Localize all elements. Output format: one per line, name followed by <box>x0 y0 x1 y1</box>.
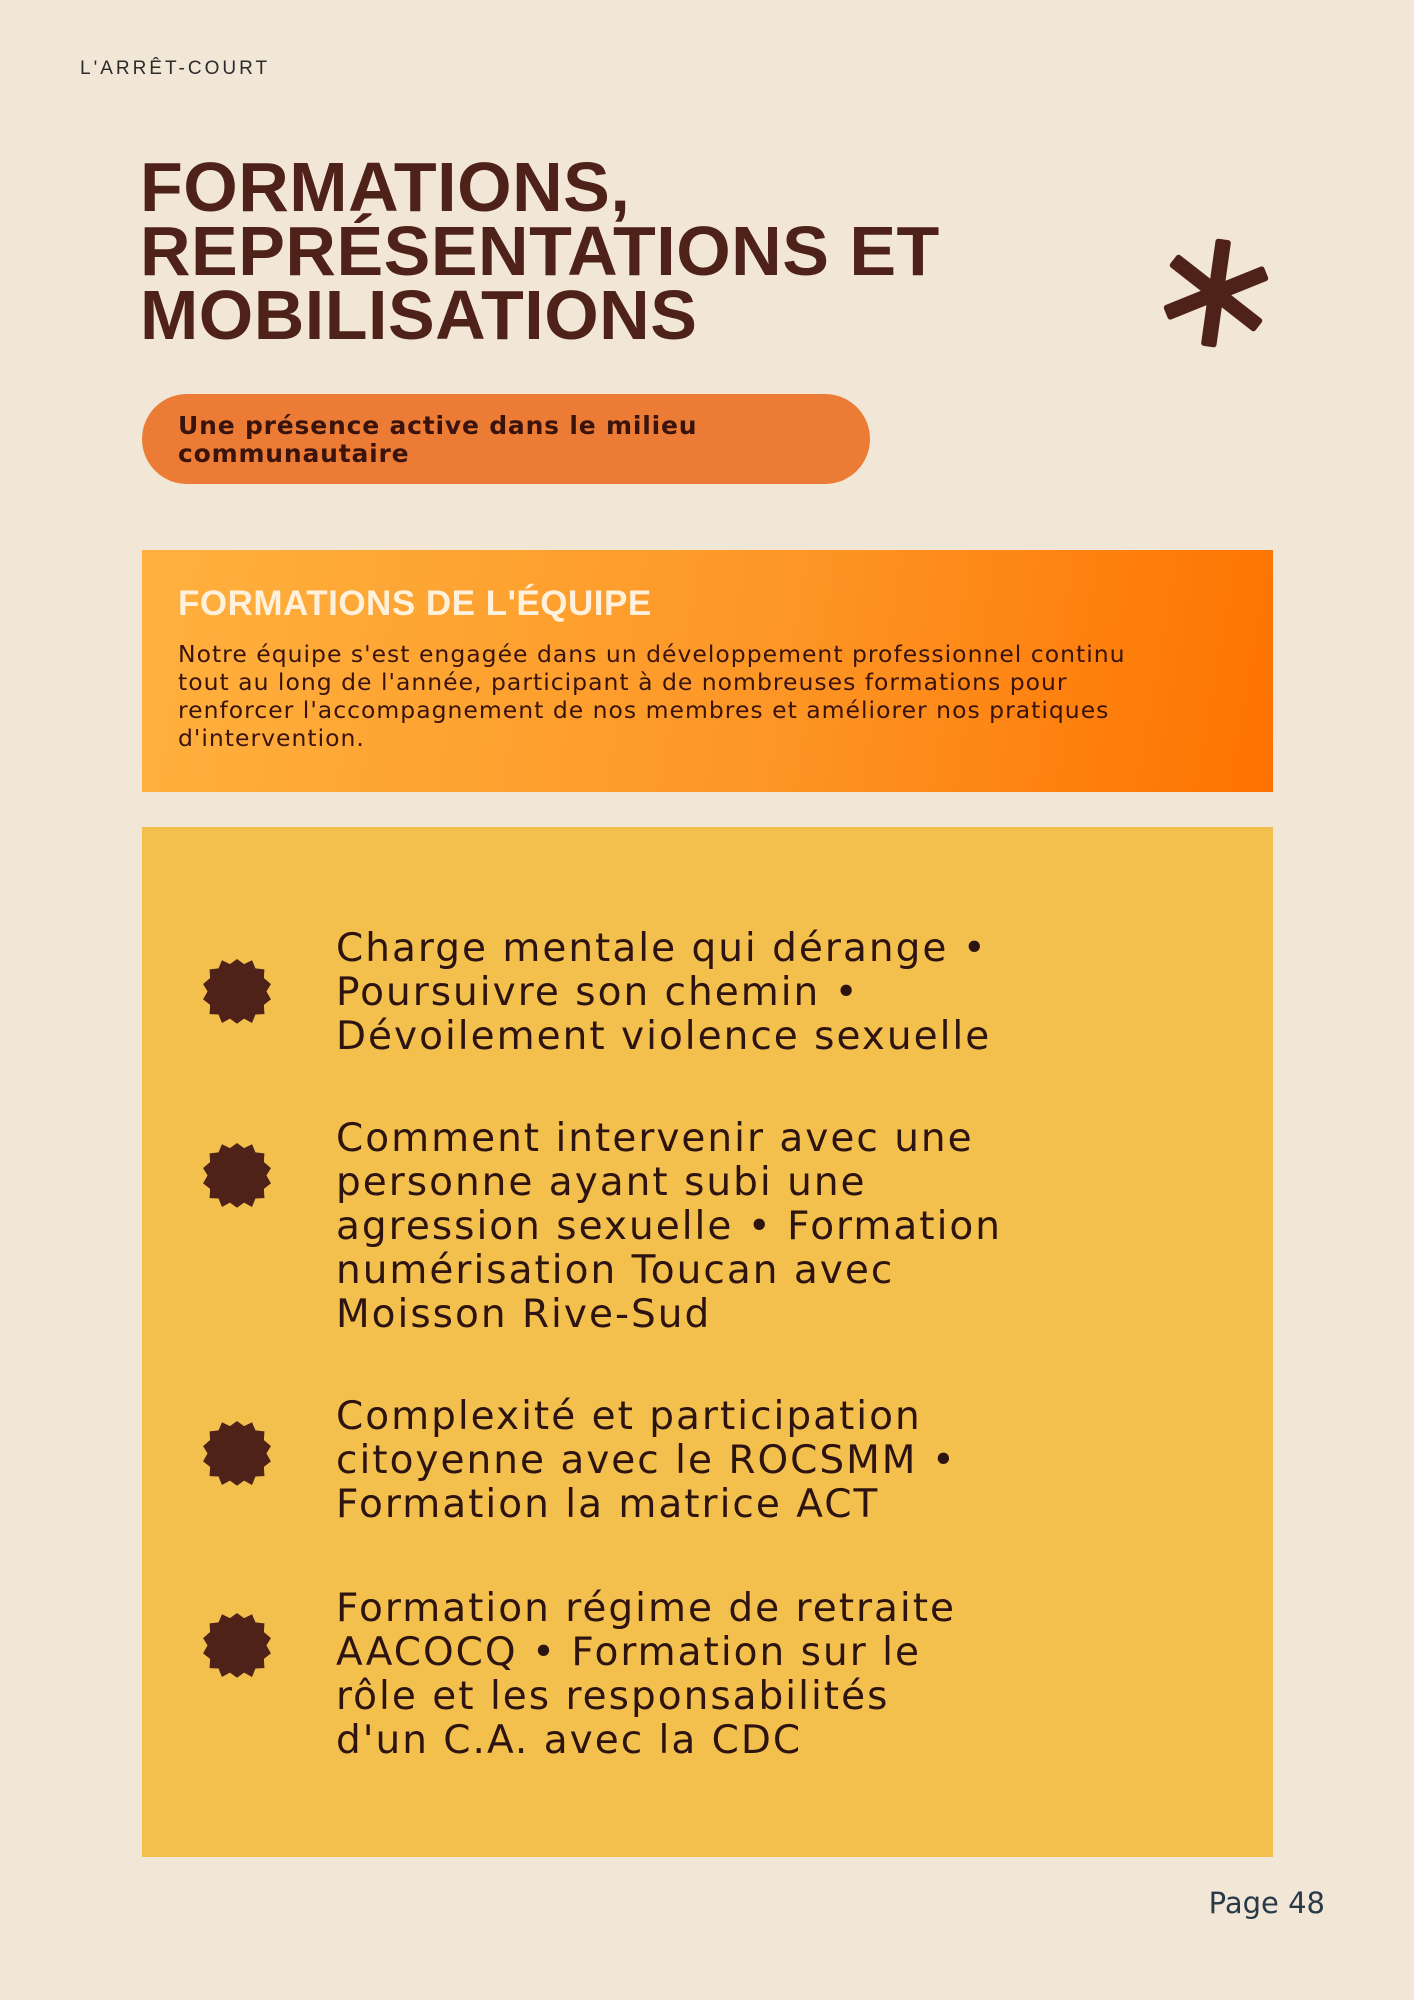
formations-description-line: tout au long de l'année, participant à de nombreuses formations pour <box>178 668 1068 696</box>
list-item-line: Formation régime de retraite <box>336 1586 957 1631</box>
subtitle-line: communautaire <box>178 439 410 468</box>
list-item-line: Comment intervenir avec une <box>336 1116 974 1161</box>
list-item-text <box>336 927 1216 1059</box>
list-item-line: Moisson Rive-Sud <box>336 1292 712 1337</box>
list-item-line: AACOCQ • Formation sur le <box>336 1630 921 1675</box>
page-title-line: FORMATIONS, <box>140 148 631 226</box>
flower-icon <box>197 1413 277 1493</box>
list-item-line: agression sexuelle • Formation <box>336 1204 1003 1249</box>
list-item-line: d'un C.A. avec la CDC <box>336 1718 803 1763</box>
list-item-text <box>336 1395 1216 1527</box>
formations-panel <box>142 550 1273 792</box>
list-item-line: citoyenne avec le ROCSMM • <box>336 1438 957 1483</box>
list-item-line: rôle et les responsabilités <box>336 1674 890 1719</box>
list-item-line: personne ayant subi une <box>336 1160 867 1205</box>
formations-description-line: Notre équipe s'est engagée dans un développement professionnel continu <box>178 640 1126 668</box>
formations-description <box>178 640 1237 752</box>
page-title-line: MOBILISATIONS <box>140 276 698 354</box>
formations-heading: FORMATIONS DE L'ÉQUIPE <box>178 584 652 623</box>
list-item-text <box>336 1587 1216 1763</box>
flower-icon <box>197 951 277 1031</box>
formations-description-line: renforcer l'accompagnement de nos membres et améliorer nos pratiques <box>178 696 1110 724</box>
asterisk-icon <box>1158 235 1274 351</box>
list-item-line: Poursuivre son chemin • <box>336 970 860 1015</box>
subtitle-line: Une présence active dans le milieu <box>178 411 698 440</box>
brand-eyebrow: L'ARRÊT-COURT <box>80 58 271 79</box>
flower-icon <box>197 1605 277 1685</box>
list-item-line: numérisation Toucan avec <box>336 1248 895 1293</box>
page-number: Page 48 <box>1208 1886 1325 1920</box>
subtitle-pill <box>142 394 870 484</box>
list-item-text <box>336 1117 1216 1337</box>
formations-description-line: d'intervention. <box>178 724 365 752</box>
training-list <box>142 827 1273 1857</box>
list-item-line: Charge mentale qui dérange • <box>336 926 988 971</box>
list-item-line: Dévoilement violence sexuelle <box>336 1014 992 1059</box>
list-item-line: Formation la matrice ACT <box>336 1482 880 1527</box>
page-title <box>140 148 1040 354</box>
list-item-line: Complexité et participation <box>336 1394 922 1439</box>
page-title-line: REPRÉSENTATIONS ET <box>140 212 940 290</box>
flower-icon <box>197 1135 277 1215</box>
